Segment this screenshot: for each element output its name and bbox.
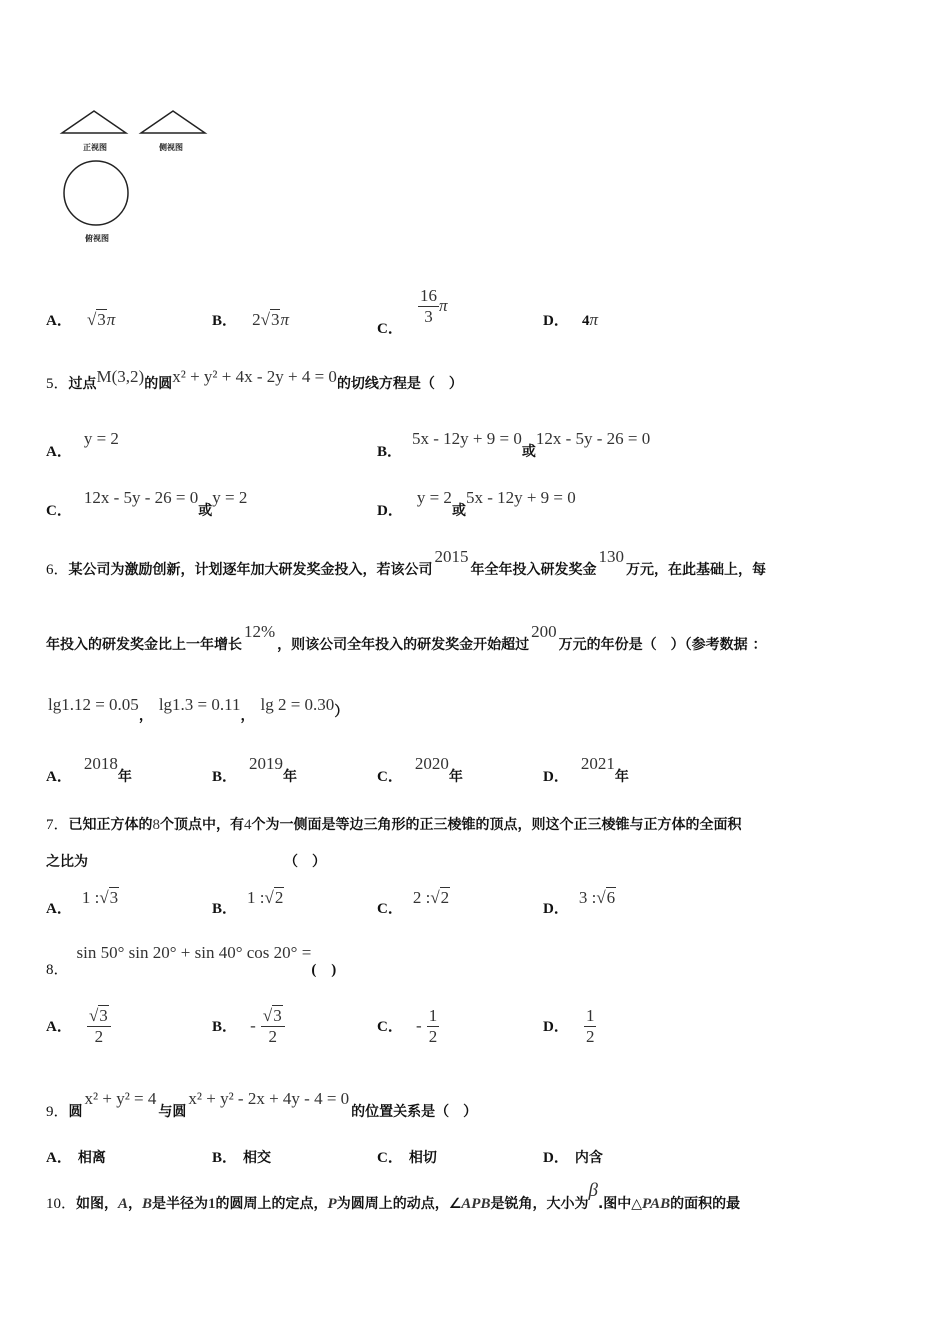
option-label: B． (212, 313, 238, 329)
ratio-left: 3 : (578, 888, 597, 907)
option-label: D． (543, 313, 569, 329)
point-a: A (118, 1196, 129, 1212)
q5-question (46, 367, 463, 393)
ref-lg-1-12: lg1.12 = 0.05 (48, 695, 139, 714)
option-text: 相切 (408, 1150, 437, 1166)
q7-text-1: 已知正方体的 (68, 817, 153, 833)
three-view-figure (55, 100, 225, 250)
q9-text-3: 的位置关系是（ ） (351, 1104, 478, 1120)
option-label: B． (212, 901, 238, 917)
pi-symbol: π (280, 310, 289, 329)
pi-symbol: π (438, 296, 448, 315)
option-value: 12x - 5y - 26 = 0 (83, 488, 199, 507)
option-text: 内含 (574, 1150, 603, 1166)
answer-paren: （ ） (284, 854, 326, 870)
minus-sign: - (415, 1016, 422, 1035)
denominator: 2 (428, 1027, 438, 1046)
q6-reference-data (48, 695, 349, 724)
option-label: D． (543, 1150, 569, 1166)
q7-option-d[interactable]: D．3 :√6 (543, 888, 616, 917)
close-paren: ） (334, 704, 349, 720)
option-value: y = 2 (83, 429, 119, 448)
option-label: A． (46, 1019, 72, 1035)
q10-text-5: 是锐角，大小为 (490, 1196, 589, 1212)
point-b: B (142, 1196, 153, 1212)
comma: ， (138, 708, 153, 724)
question-number: 6． (46, 562, 69, 578)
q9-option-a[interactable] (46, 1146, 106, 1167)
q10-text-7: 的面积的最 (670, 1196, 741, 1212)
q7-option-c[interactable]: C．2 :√2 (377, 888, 450, 917)
q10-text-4: 为圆周上的动点，∠ (336, 1196, 462, 1212)
target-amount: 200 (531, 622, 557, 641)
circle-equation: x² + y² + 4x - 2y + 4 = 0 (172, 367, 337, 386)
q4-option-b[interactable]: B． 2√3π (212, 310, 289, 329)
beta-symbol: β (588, 1180, 598, 1201)
ref-lg-2: lg 2 = 0.30 (260, 695, 335, 714)
point-m: M(3,2) (96, 367, 145, 386)
q10-question (46, 1180, 741, 1212)
front-view-triangle (62, 111, 126, 133)
q5-option-d[interactable] (377, 487, 576, 519)
question-number: 10． (46, 1196, 77, 1212)
option-year: 2021 (580, 754, 615, 773)
option-label: C． (377, 321, 403, 337)
q10-text-2: 是半径为 (152, 1196, 209, 1212)
option-label: B． (212, 769, 238, 785)
year-unit: 年 (614, 769, 629, 785)
growth-rate: 12% (244, 622, 276, 641)
q6-option-d[interactable] (543, 753, 629, 785)
q6-text-4: 年投入的研发奖金比上一年增长 (46, 637, 242, 653)
q7-text-3: 个为一侧面是等边三角形的正三棱锥的顶点，则这个正三棱锥与正方体的全面积 (251, 817, 742, 833)
start-year: 2015 (434, 547, 469, 566)
denominator: 2 (268, 1027, 278, 1046)
question-number: 5． (46, 376, 69, 392)
option-year: 2018 (83, 754, 118, 773)
coefficient: 2 (252, 310, 261, 329)
q7-text-2: 个顶点中，有 (160, 817, 245, 833)
q6-question-line-1 (46, 546, 767, 578)
q8-option-d[interactable] (543, 1006, 596, 1047)
option-label: D． (543, 1019, 569, 1035)
radius: 1 (208, 1196, 216, 1212)
ref-lg-1-3: lg1.3 = 0.11 (158, 695, 241, 714)
question-number: 7． (46, 817, 69, 833)
pi-symbol: π (589, 310, 598, 329)
year-unit: 年 (448, 769, 463, 785)
circle-1-equation: x² + y² = 4 (84, 1089, 157, 1108)
q4-option-d[interactable] (543, 309, 598, 330)
q7-question-line-1 (46, 813, 742, 834)
option-value-2: 5x - 12y + 9 = 0 (465, 488, 576, 507)
or-text: 或 (198, 503, 213, 519)
q6-option-b[interactable] (212, 753, 298, 785)
question-number: 8． (46, 962, 69, 978)
q7-option-b[interactable]: B．1 :√2 (212, 888, 284, 917)
comma: ， (240, 708, 255, 724)
q9-option-b[interactable] (212, 1146, 271, 1167)
q4-option-a[interactable]: A． √3π (46, 310, 116, 329)
radicand: 6 (606, 888, 616, 907)
option-value: 5x - 12y + 9 = 0 (412, 429, 522, 448)
option-year: 2019 (249, 754, 284, 773)
option-label: A． (46, 313, 72, 329)
radicand: 2 (274, 888, 284, 907)
q6-option-a[interactable] (46, 753, 132, 785)
q8-option-c[interactable] (377, 1006, 439, 1047)
year-unit: 年 (117, 769, 132, 785)
option-label: C． (377, 1019, 403, 1035)
option-label: D． (377, 503, 403, 519)
pi-symbol: π (106, 310, 116, 329)
q6-option-c[interactable] (377, 753, 463, 785)
radicand: 2 (440, 888, 450, 907)
ratio-left: 2 : (412, 888, 431, 907)
year-unit: 年 (283, 769, 298, 785)
q9-question (46, 1088, 478, 1120)
trig-expression: sin 50° sin 20° + sin 40° cos 20° = (76, 943, 312, 962)
denominator: 2 (585, 1027, 595, 1046)
option-value: 4 (581, 313, 590, 329)
numerator: 16 (419, 286, 437, 305)
option-label: A． (46, 1150, 72, 1166)
numerator: 1 (428, 1006, 438, 1025)
angle-apb: APB (461, 1196, 491, 1212)
q6-text-2: 年全年投入研发奖金 (470, 562, 597, 578)
or-text: 或 (451, 503, 466, 519)
q9-text-2: 与圆 (158, 1104, 187, 1120)
question-number: 9． (46, 1104, 69, 1120)
side-view-triangle (141, 111, 205, 133)
option-label: C． (46, 503, 72, 519)
option-label: C． (377, 901, 403, 917)
q5-text-1: 过点 (68, 376, 97, 392)
radicand: 3 (97, 310, 106, 329)
numerator-radicand: 3 (273, 1006, 282, 1025)
triangle-pab: PAB (642, 1196, 671, 1212)
vertex-subset: 4 (244, 817, 252, 833)
option-label: D． (543, 769, 569, 785)
q6-text-5: ，则该公司全年投入的研发奖金开始超过 (277, 637, 530, 653)
q5-option-c[interactable] (46, 487, 248, 519)
side-view-label: 侧视图 (159, 143, 183, 152)
q5-text-2: 的圆 (144, 376, 173, 392)
radicand: 3 (109, 888, 119, 907)
circle-2-equation: x² + y² - 2x + 4y - 4 = 0 (188, 1089, 350, 1108)
q5-option-b[interactable] (377, 428, 651, 460)
front-view-label: 正视图 (83, 143, 107, 152)
ratio-left: 1 : (81, 888, 100, 907)
separator: ， (128, 1196, 143, 1212)
q9-text-1: 圆 (68, 1104, 83, 1120)
option-label: A． (46, 901, 72, 917)
minus-sign: - (250, 1016, 256, 1035)
option-label: B． (212, 1019, 238, 1035)
option-label: A． (46, 769, 72, 785)
vertex-count: 8 (152, 817, 161, 833)
q8-option-a[interactable]: A． $\frac{√3}{2}$ (46, 1006, 111, 1047)
q6-text-6: 万元的年份是（ ）（参考数据 ： (558, 637, 767, 653)
option-text: 相离 (77, 1150, 106, 1166)
top-view-circle (64, 161, 128, 225)
q7-question-line-2 (46, 851, 326, 871)
radicand: 3 (270, 310, 280, 329)
numerator-radicand: 3 (99, 1006, 108, 1025)
q10-text-6: .图中△ (597, 1196, 643, 1212)
q5-text-3: 的切线方程是（ ） (336, 376, 463, 392)
option-year: 2020 (414, 754, 449, 773)
q10-text-1: 如图， (76, 1196, 119, 1212)
point-p: P (327, 1196, 337, 1212)
option-label: D． (543, 901, 569, 917)
option-label: B． (212, 1150, 238, 1166)
q4-option-c[interactable] (377, 286, 448, 337)
q10-text-3: 的圆周上的定点， (215, 1196, 328, 1212)
option-value-2: 12x - 5y - 26 = 0 (535, 429, 651, 448)
option-label: A． (46, 444, 72, 460)
q7-option-a[interactable]: A．1 :√3 (46, 888, 119, 917)
q8-question (46, 942, 337, 978)
q9-option-c[interactable] (377, 1146, 437, 1167)
q9-option-d[interactable] (543, 1146, 603, 1167)
answer-paren: ( ) (311, 962, 337, 978)
q5-option-a[interactable] (46, 428, 119, 460)
q8-option-b[interactable]: B． - $\frac{√3}{2}$ (212, 1006, 285, 1047)
option-label: C． (377, 1150, 403, 1166)
numerator: 1 (585, 1006, 595, 1025)
q6-text-1: 某公司为激励创新，计划逐年加大研发奖金投入，若该公司 (68, 562, 433, 578)
start-amount: 130 (598, 547, 625, 566)
option-value-2: y = 2 (212, 488, 248, 507)
option-value: y = 2 (416, 488, 452, 507)
q6-question-line-2 (46, 622, 767, 653)
denominator: 2 (94, 1027, 104, 1046)
q7-text-4: 之比为 (46, 854, 88, 870)
or-text: 或 (521, 444, 536, 460)
ratio-left: 1 : (247, 888, 265, 907)
option-label: C． (377, 769, 403, 785)
denominator: 3 (424, 307, 433, 326)
option-text: 相交 (243, 1150, 272, 1166)
option-label: B． (377, 444, 403, 460)
top-view-label: 俯视图 (85, 234, 109, 243)
q6-text-3: 万元，在此基础上，每 (626, 562, 767, 578)
